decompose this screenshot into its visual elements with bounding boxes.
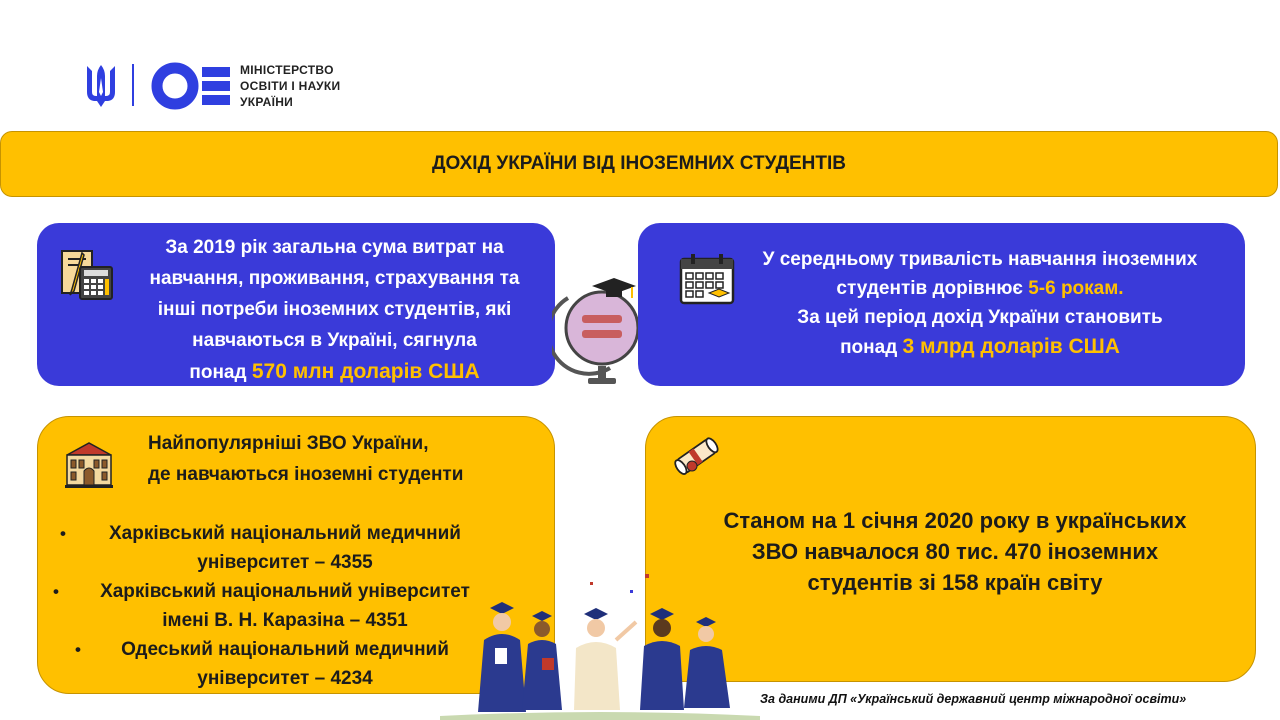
graduate-4: [640, 608, 684, 710]
university-2-name: Харківський національний університет: [100, 581, 470, 602]
bullet: •: [75, 640, 81, 659]
calendar-icon: [679, 253, 735, 305]
expenses-line-1: За 2019 рік загальна сума витрат на: [165, 237, 504, 258]
ministry-line-3: УКРАЇНИ: [240, 95, 294, 109]
expenses-prefix: понад: [189, 362, 247, 383]
graduate-2: [522, 611, 562, 710]
bullet: •: [60, 524, 66, 543]
bullet: •: [53, 582, 59, 601]
expenses-line-3: інші потреби іноземних студентів, які: [157, 299, 512, 320]
duration-amount: 3 млрд доларів США: [902, 335, 1120, 358]
confetti: [590, 574, 673, 593]
graduate-5: [684, 617, 730, 708]
duration-line-2-prefix: студентів дорівнює: [836, 278, 1023, 299]
students-line-2: ЗВО навчалося 80 тис. 470 іноземних: [751, 539, 1159, 564]
logo-divider: [132, 64, 134, 106]
ministry-line-2: ОСВІТИ І НАУКИ: [240, 79, 341, 93]
students-line-3: студентів зі 158 країн світу: [807, 570, 1103, 595]
universities-heading: [120, 428, 520, 490]
expenses-line-5: [127, 356, 542, 388]
duration-line-4: [735, 332, 1225, 362]
universities-heading-1: Найпопулярніші ЗВО України,: [148, 433, 429, 454]
duration-years: 5-6 рокам.: [1028, 278, 1124, 299]
calculator-icon: [60, 249, 114, 301]
diploma-icon: [670, 432, 724, 482]
duration-line-3: За цей період дохід України становить: [797, 307, 1163, 328]
globe-graduation-icon: [552, 268, 642, 390]
graduates-illustration: [440, 570, 760, 720]
ministry-logo-icon: [150, 61, 232, 111]
expenses-line-2: навчання, проживання, страхування та: [149, 268, 520, 289]
duration-prefix: понад: [840, 337, 898, 358]
expenses-amount: 570 млн доларів США: [251, 360, 480, 383]
expenses-text: [127, 232, 542, 388]
page-title: ДОХІД УКРАЇНИ ВІД ІНОЗЕМНИХ СТУДЕНТІВ: [432, 153, 846, 174]
university-2-count: імені В. Н. Каразіна – 4351: [162, 610, 408, 631]
trident-icon: [84, 62, 118, 108]
ministry-name: [240, 62, 370, 110]
university-1-count: університет – 4355: [197, 552, 373, 573]
university-building-icon: [64, 441, 114, 489]
ministry-line-1: МІНІСТЕРСТВО: [240, 63, 334, 77]
graduate-1: [478, 602, 526, 712]
students-line-1: Станом на 1 січня 2020 року в українських: [723, 508, 1187, 533]
source-note: За даними ДП «Український державний центр міжнародної освіти»: [760, 692, 1187, 706]
students-text: [690, 505, 1220, 598]
title-banner: [0, 131, 1278, 197]
expenses-line-4: навчаються в Україні, сягнула: [192, 330, 477, 351]
university-1-name: Харківський національний медичний: [109, 523, 461, 544]
list-item: [50, 519, 520, 577]
graduate-3: [574, 608, 636, 710]
duration-line-2: [735, 274, 1225, 303]
duration-text: [735, 245, 1225, 362]
university-3-count: університет – 4234: [197, 668, 373, 689]
universities-heading-2: де навчаються іноземні студенти: [148, 464, 464, 485]
university-3-name: Одеський національний медичний: [121, 639, 449, 660]
duration-line-1: У середньому тривалість навчання іноземних: [762, 249, 1198, 270]
